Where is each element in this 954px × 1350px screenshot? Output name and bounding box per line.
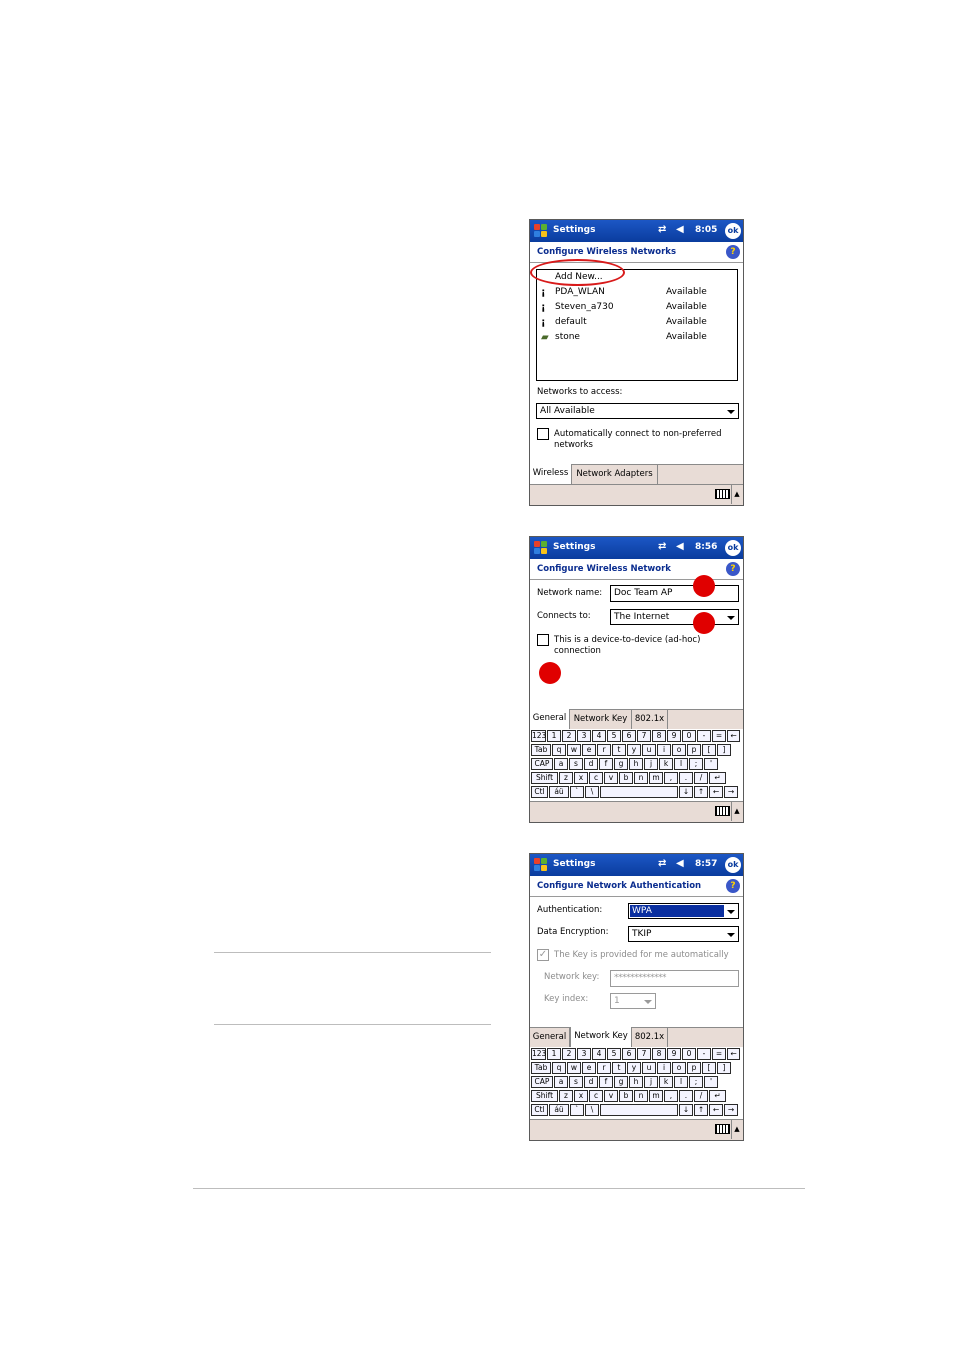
keyboard-key[interactable]: ← <box>727 1048 740 1060</box>
menu-bar <box>530 484 743 505</box>
keyboard-key[interactable]: 6 <box>622 730 636 742</box>
screenshot-configure-network-authentication <box>529 853 744 1141</box>
keyboard-key[interactable]: ← <box>709 1104 723 1116</box>
keyboard-key[interactable]: ↵ <box>709 1090 726 1102</box>
authentication-label: Authentication: <box>537 905 603 915</box>
chevron-down-icon <box>727 933 735 937</box>
start-menu-icon[interactable] <box>533 223 548 238</box>
keyboard-key[interactable]: g <box>614 758 628 770</box>
connects-to-label: Connects to: <box>537 611 591 621</box>
keyboard-key[interactable]: CAP <box>531 758 553 770</box>
keyboard-key[interactable]: . <box>679 1090 693 1102</box>
keyboard-key[interactable]: v <box>604 1090 618 1102</box>
keyboard-key[interactable]: = <box>712 730 726 742</box>
network-key-label: Network key: <box>544 972 600 982</box>
keyboard-key[interactable]: y <box>627 1062 641 1074</box>
list-item[interactable]: ▰ stone Available <box>541 332 707 343</box>
keyboard-key[interactable]: → <box>724 1104 738 1116</box>
list-item[interactable]: ¡ Steven_a730 Available <box>541 302 707 313</box>
keyboard-key[interactable]: ' <box>704 1076 718 1088</box>
keyboard-key[interactable]: / <box>694 1090 708 1102</box>
footer-rule <box>193 1188 805 1189</box>
keyboard-key[interactable]: Shift <box>531 772 558 784</box>
access-point-icon: ¡ <box>541 287 546 298</box>
app-title: Settings <box>553 859 596 869</box>
keyboard-key[interactable]: f <box>599 1076 613 1088</box>
connectivity-icon[interactable]: ⇄ <box>658 224 667 235</box>
annotation-marker <box>693 575 715 597</box>
keyboard-key[interactable]: i <box>657 1062 671 1074</box>
keyboard-key[interactable]: = <box>712 1048 726 1060</box>
keyboard-key[interactable]: Shift <box>531 1090 558 1102</box>
keyboard-key[interactable]: ] <box>717 1062 731 1074</box>
keyboard-key[interactable]: , <box>664 772 678 784</box>
keyboard-key[interactable]: u <box>642 744 656 756</box>
keyboard-key[interactable]: w <box>567 1062 581 1074</box>
network-name-field[interactable]: Doc Team AP <box>610 585 739 602</box>
keyboard-key[interactable]: . <box>679 772 693 784</box>
auto-key-checkbox[interactable]: ✓ <box>538 949 548 960</box>
keyboard-key[interactable]: , <box>664 1090 678 1102</box>
clock[interactable]: 8:57 <box>695 859 718 869</box>
keyboard-key[interactable]: [ <box>702 744 716 756</box>
page-subtitle <box>530 876 743 897</box>
menu-bar <box>530 801 743 822</box>
keyboard-key[interactable]: w <box>567 744 581 756</box>
keyboard-key[interactable]: y <box>627 744 641 756</box>
keyboard-key[interactable]: m <box>649 1090 663 1102</box>
keyboard-key[interactable]: i <box>657 744 671 756</box>
keyboard-key[interactable]: r <box>597 1062 611 1074</box>
speaker-icon[interactable]: ◀ <box>676 224 684 235</box>
start-menu-icon[interactable] <box>533 857 548 872</box>
keyboard-key[interactable]: e <box>582 1062 596 1074</box>
keyboard-key[interactable]: → <box>724 786 738 798</box>
keyboard-key[interactable]: 9 <box>667 730 681 742</box>
keyboard-key[interactable]: ; <box>689 1076 703 1088</box>
keyboard-key[interactable]: 0 <box>682 1048 696 1060</box>
keyboard-key[interactable]: f <box>599 758 613 770</box>
page-title: Configure Wireless Networks <box>537 247 677 257</box>
keyboard-key[interactable]: 7 <box>637 1048 651 1060</box>
keyboard-key[interactable]: ] <box>717 744 731 756</box>
network-list <box>536 269 738 381</box>
keyboard-key[interactable]: o <box>672 744 686 756</box>
auto-connect-checkbox[interactable] <box>537 428 549 440</box>
keyboard-key[interactable]: r <box>597 744 611 756</box>
ok-button[interactable]: ok <box>725 857 741 873</box>
soft-keyboard <box>530 1047 743 1115</box>
note-rule-bottom <box>214 1024 491 1025</box>
auto-key-label: The Key is provided for me automatically <box>554 950 729 960</box>
keyboard-key[interactable]: d <box>584 1076 598 1088</box>
keyboard-key[interactable]: s <box>569 758 583 770</box>
keyboard-key[interactable]: p <box>687 744 701 756</box>
keyboard-key[interactable]: Ctl <box>531 1104 548 1116</box>
chevron-down-icon <box>727 410 735 414</box>
keyboard-key[interactable]: v <box>604 772 618 784</box>
help-icon[interactable]: ? <box>726 562 740 576</box>
keyboard-key[interactable]: h <box>629 758 643 770</box>
keyboard-key[interactable]: ↵ <box>709 772 726 784</box>
adhoc-checkbox[interactable] <box>537 634 549 646</box>
adhoc-device-icon: ▰ <box>541 332 549 343</box>
keyboard-key[interactable]: j <box>644 758 658 770</box>
keyboard-key[interactable]: 4 <box>592 1048 606 1060</box>
keyboard-key[interactable]: ` <box>570 786 584 798</box>
keyboard-key[interactable]: k <box>659 1076 673 1088</box>
keyboard-key[interactable]: 6 <box>622 1048 636 1060</box>
keyboard-key[interactable]: ; <box>689 758 703 770</box>
network-name-label: Network name: <box>537 588 603 598</box>
tab-8021x[interactable]: 802.1x <box>632 1028 668 1047</box>
keyboard-key[interactable]: c <box>589 1090 603 1102</box>
data-encryption-dropdown[interactable]: TKIP <box>628 926 739 942</box>
input-menu-arrow-icon[interactable]: ▲ <box>731 1120 742 1139</box>
tab-bar <box>530 464 743 484</box>
keyboard-key[interactable]: Ctl <box>531 786 548 798</box>
keyboard-key[interactable]: b <box>619 1090 633 1102</box>
keyboard-key[interactable]: áü <box>549 1104 569 1116</box>
tab-general[interactable]: General <box>529 709 570 729</box>
keyboard-key[interactable]: \ <box>585 1104 599 1116</box>
keyboard-key[interactable]: t <box>612 744 626 756</box>
keyboard-key[interactable]: 123 <box>532 1049 547 1058</box>
tab-network-key[interactable]: Network Key <box>570 710 632 729</box>
keyboard-key[interactable]: 8 <box>652 1048 666 1060</box>
keyboard-key[interactable]: 5 <box>607 1048 621 1060</box>
tab-network-adapters[interactable]: Network Adapters <box>572 465 658 484</box>
authentication-dropdown[interactable]: WPA <box>628 903 739 919</box>
keyboard-key[interactable]: j <box>644 1076 658 1088</box>
list-item[interactable]: ¡ PDA_WLAN Available <box>541 287 707 298</box>
access-point-icon: ¡ <box>541 317 546 328</box>
keyboard-key[interactable]: / <box>694 772 708 784</box>
chevron-down-icon <box>727 910 735 914</box>
keyboard-key[interactable]: g <box>614 1076 628 1088</box>
help-icon[interactable]: ? <box>726 879 740 893</box>
keyboard-key[interactable]: 3 <box>577 730 591 742</box>
tab-network-key[interactable]: Network Key <box>570 1027 632 1047</box>
auto-connect-label: Automatically connect to non-preferred <box>554 429 722 439</box>
keyboard-key[interactable]: ← <box>727 730 740 742</box>
keyboard-icon[interactable] <box>715 1124 730 1134</box>
keyboard-key[interactable]: 1 <box>547 730 561 742</box>
keyboard-key[interactable]: q <box>552 1062 566 1074</box>
keyboard-key[interactable]: 7 <box>637 730 651 742</box>
connectivity-icon[interactable]: ⇄ <box>658 541 667 552</box>
tab-8021x[interactable]: 802.1x <box>632 710 668 729</box>
keyboard-key[interactable]: 4 <box>592 730 606 742</box>
list-item[interactable]: ¡ default Available <box>541 317 707 328</box>
start-menu-icon[interactable] <box>533 540 548 555</box>
data-encryption-label: Data Encryption: <box>537 927 609 937</box>
keyboard-icon[interactable] <box>715 489 730 499</box>
keyboard-key[interactable]: ← <box>709 786 723 798</box>
keyboard-key[interactable]: ↓ <box>679 1104 693 1116</box>
keyboard-key[interactable]: c <box>589 772 603 784</box>
app-title: Settings <box>553 542 596 552</box>
adhoc-label-2: connection <box>554 646 601 656</box>
note-rule-top <box>214 952 491 953</box>
tab-general[interactable]: General <box>530 1028 570 1047</box>
keyboard-key[interactable]: ↑ <box>694 786 708 798</box>
keyboard-key[interactable]: Tab <box>531 1062 551 1074</box>
keyboard-key[interactable]: x <box>574 1090 588 1102</box>
keyboard-key[interactable]: p <box>687 1062 701 1074</box>
title-bar <box>530 220 743 242</box>
keyboard-key[interactable]: l <box>674 1076 688 1088</box>
connects-to-dropdown[interactable]: The Internet <box>610 609 739 625</box>
title-bar <box>530 854 743 876</box>
keyboard-key[interactable]: z <box>559 772 573 784</box>
annotation-marker <box>693 612 715 634</box>
keyboard-key[interactable]: x <box>574 772 588 784</box>
input-menu-arrow-icon[interactable]: ▲ <box>731 802 742 821</box>
keyboard-key[interactable]: 123 <box>532 731 547 740</box>
annotation-marker <box>539 662 561 684</box>
chevron-down-icon <box>727 616 735 620</box>
keyboard-key[interactable]: a <box>554 1076 568 1088</box>
keyboard-key[interactable] <box>600 786 678 798</box>
keyboard-key[interactable]: 0 <box>682 730 696 742</box>
keyboard-key[interactable] <box>600 1104 678 1116</box>
keyboard-key[interactable]: ↓ <box>679 786 693 798</box>
networks-to-access-dropdown[interactable]: All Available <box>536 403 739 419</box>
menu-bar <box>530 1119 743 1140</box>
access-label: Networks to access: <box>537 387 623 397</box>
keyboard-key[interactable]: 9 <box>667 1048 681 1060</box>
keyboard-icon[interactable] <box>715 806 730 816</box>
keyboard-key[interactable]: 2 <box>562 1048 576 1060</box>
help-icon[interactable]: ? <box>726 245 740 259</box>
keyboard-key[interactable]: \ <box>585 786 599 798</box>
keyboard-key[interactable]: n <box>634 1090 648 1102</box>
screenshot-configure-wireless-network <box>529 536 744 823</box>
keyboard-key[interactable]: l <box>674 758 688 770</box>
network-key-field[interactable]: ************* <box>610 970 739 987</box>
page-title: Configure Wireless Network <box>537 564 671 574</box>
keyboard-key[interactable]: t <box>612 1062 626 1074</box>
keyboard-key[interactable]: 8 <box>652 730 666 742</box>
keyboard-key[interactable]: q <box>552 744 566 756</box>
keyboard-key[interactable]: ↑ <box>694 1104 708 1116</box>
keyboard-key[interactable]: b <box>619 772 633 784</box>
speaker-icon[interactable]: ◀ <box>676 858 684 869</box>
speaker-icon[interactable]: ◀ <box>676 541 684 552</box>
keyboard-key[interactable]: k <box>659 758 673 770</box>
list-item-add-new[interactable]: Add New... <box>555 272 603 282</box>
tab-bar <box>530 1027 743 1047</box>
clock[interactable]: 8:05 <box>695 225 718 235</box>
page-title: Configure Network Authentication <box>537 881 702 891</box>
keyboard-key[interactable]: a <box>554 758 568 770</box>
title-bar <box>530 537 743 559</box>
keyboard-key[interactable]: n <box>634 772 648 784</box>
keyboard-key[interactable]: - <box>697 1048 711 1060</box>
ok-button[interactable]: ok <box>725 223 741 239</box>
keyboard-key[interactable]: [ <box>702 1062 716 1074</box>
keyboard-key[interactable]: áü <box>549 786 569 798</box>
key-index-label: Key index: <box>544 994 589 1004</box>
keyboard-key[interactable]: e <box>582 744 596 756</box>
clock[interactable]: 8:56 <box>695 542 718 552</box>
keyboard-key[interactable]: 3 <box>577 1048 591 1060</box>
access-point-icon: ¡ <box>541 302 546 313</box>
connectivity-icon[interactable]: ⇄ <box>658 858 667 869</box>
keyboard-key[interactable]: - <box>697 730 711 742</box>
keyboard-key[interactable]: ` <box>570 1104 584 1116</box>
tab-bar <box>530 709 743 729</box>
auto-connect-label-2: networks <box>554 440 593 450</box>
ok-button[interactable]: ok <box>725 540 741 556</box>
keyboard-key[interactable]: s <box>569 1076 583 1088</box>
keyboard-key[interactable]: h <box>629 1076 643 1088</box>
keyboard-key[interactable]: ' <box>704 758 718 770</box>
keyboard-key[interactable]: u <box>642 1062 656 1074</box>
highlight-circle <box>530 259 625 286</box>
input-menu-arrow-icon[interactable]: ▲ <box>731 485 742 504</box>
keyboard-key[interactable]: 2 <box>562 730 576 742</box>
keyboard-key[interactable]: 1 <box>547 1048 561 1060</box>
keyboard-key[interactable]: o <box>672 1062 686 1074</box>
key-index-dropdown[interactable]: 1 <box>610 993 656 1009</box>
keyboard-key[interactable]: z <box>559 1090 573 1102</box>
keyboard-key[interactable]: m <box>649 772 663 784</box>
app-title: Settings <box>553 225 596 235</box>
keyboard-key[interactable]: d <box>584 758 598 770</box>
keyboard-key[interactable]: 5 <box>607 730 621 742</box>
chevron-down-icon <box>644 1000 652 1004</box>
screenshot-configure-wireless-networks <box>529 219 744 506</box>
keyboard-key[interactable]: Tab <box>531 744 551 756</box>
tab-wireless[interactable]: Wireless <box>529 464 572 484</box>
soft-keyboard <box>530 729 743 797</box>
adhoc-label: This is a device-to-device (ad-hoc) <box>554 635 701 645</box>
keyboard-key[interactable]: CAP <box>531 1076 553 1088</box>
